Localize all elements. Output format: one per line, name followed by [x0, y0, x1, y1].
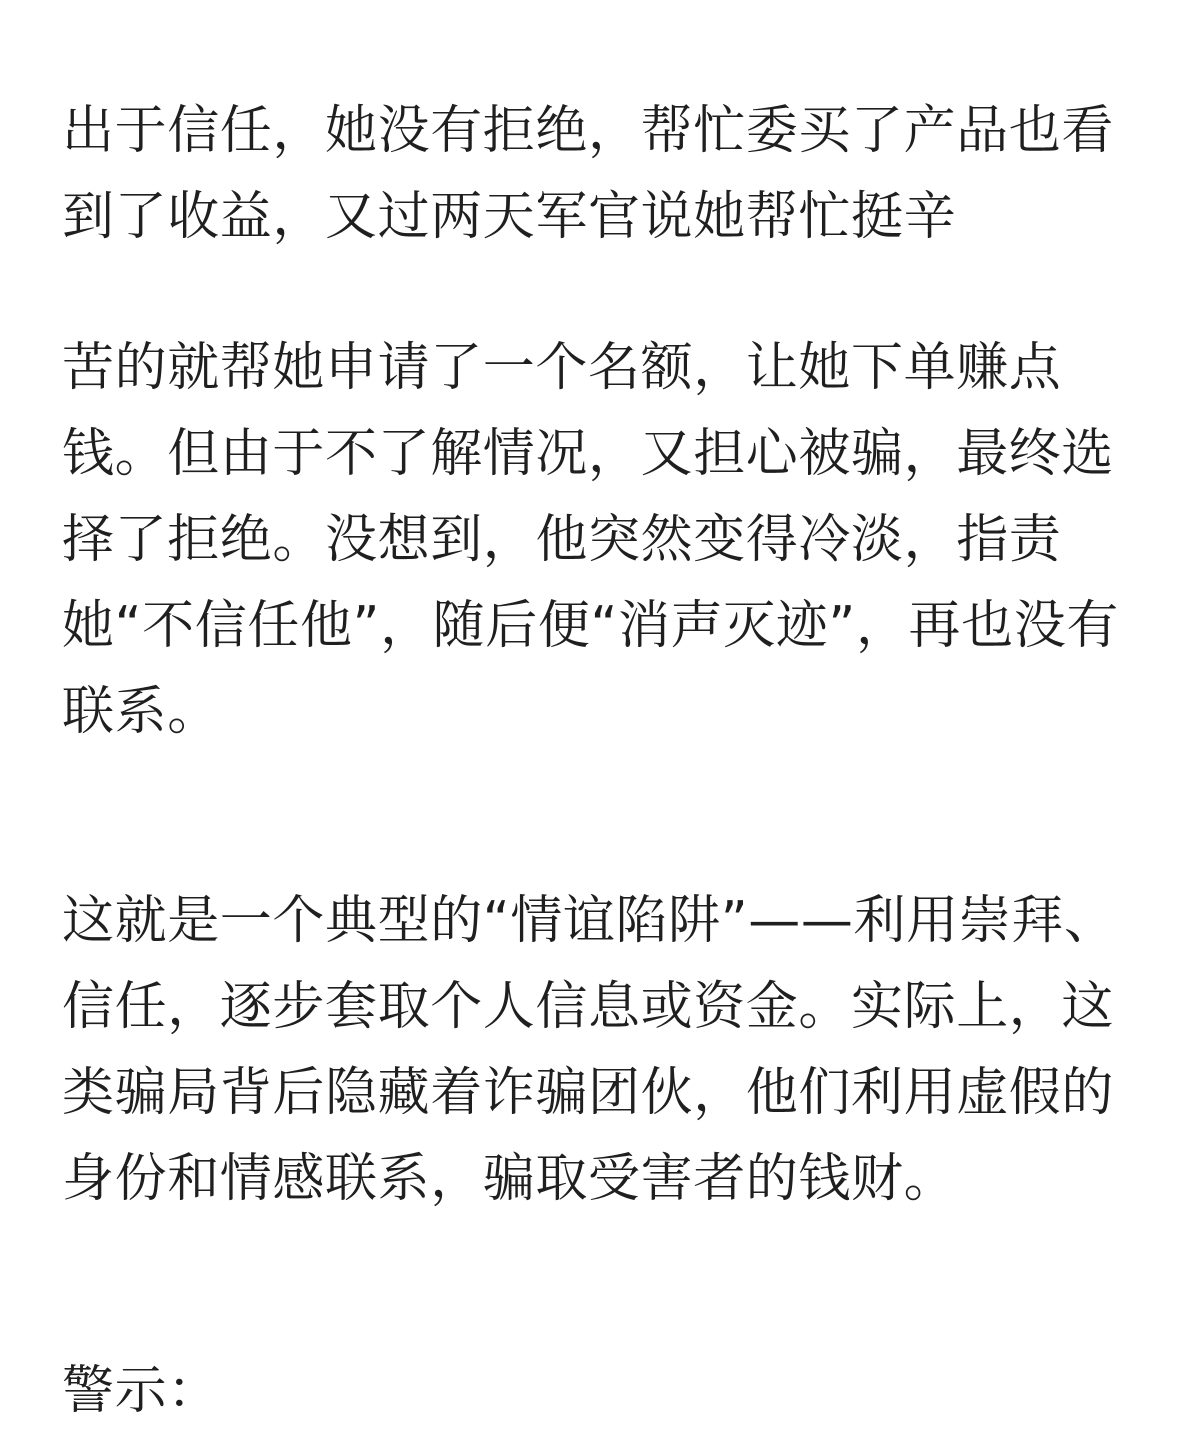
paragraph-3: 这就是一个典型的“情谊陷阱”——利用崇拜、信任，逐步套取个人信息或资金。实际上，这类骗局背后隐藏着诈骗团伙，他们利用虚假的身份和情感联系，骗取受害者的钱财。 [62, 891, 1117, 1209]
warning-heading: 警示： [62, 1361, 220, 1421]
paragraph-2: 苦的就帮她申请了一个名额，让她下单赚点钱。但由于不了解情况，又担心被骗，最终选择了拒绝。没想到，他突然变得冷淡，指责她“不信任他”，随后便“消声灭迹”，再也没有联系。 [62, 338, 1119, 742]
paragraph-1: 出于信任，她没有拒绝，帮忙委买了产品也看到了收益，又过两天军官说她帮忙挺辛 [62, 101, 1115, 247]
